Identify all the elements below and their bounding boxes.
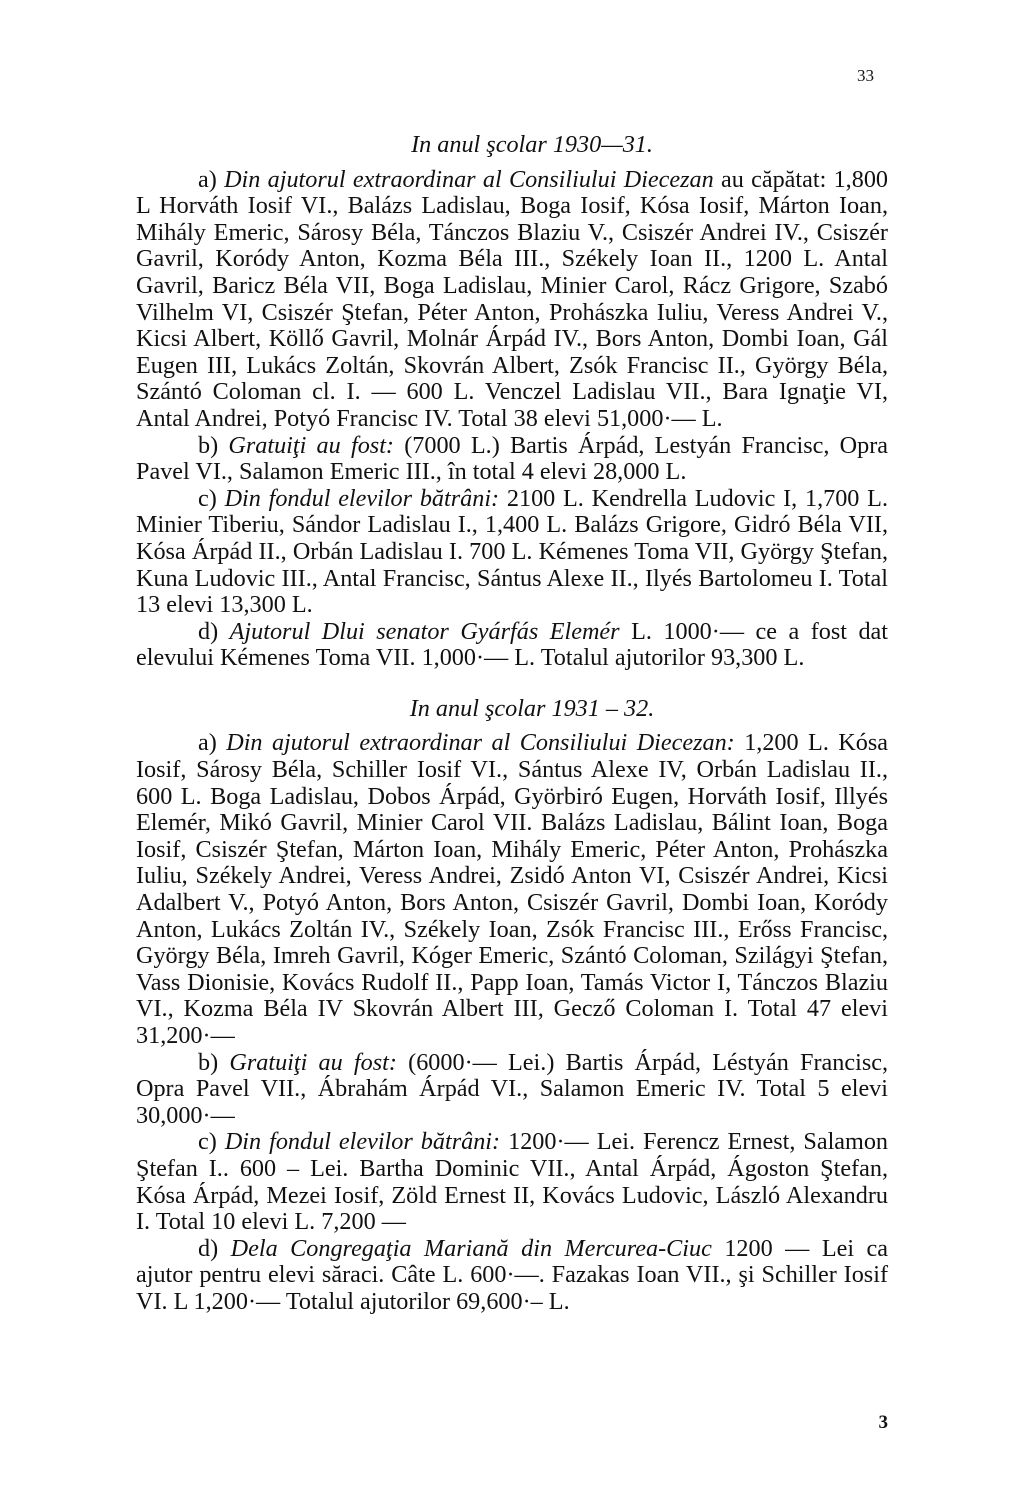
paragraph-text: 1200 — Lei ca ajutor pentru elevi săraci. Câte L. 600·—. Fazakas Ioan VII., şi Schiller Iosif VI. L 1,200·— Totalul ajutorilor 69,600·– L.	[136, 1234, 889, 1315]
fund-title: Din ajutorul extraordinar al Consiliului Diecezan	[224, 165, 714, 193]
item-marker: b)	[198, 1048, 219, 1076]
item-marker: c)	[198, 484, 217, 512]
item-marker: a)	[198, 729, 217, 757]
item-marker: a)	[198, 165, 217, 193]
section-heading-1930: In anul şcolar 1930—31.	[411, 131, 653, 158]
section-heading-1931: In anul şcolar 1931 – 32.	[409, 694, 655, 722]
paragraph-text: (7000 L.) Bartis Árpád, Lestyán Francisc, Opra Pavel VI., Salamon Emeric III., în total 4 elevi 28,000 L.	[136, 431, 889, 486]
signature-number: 3	[878, 1412, 888, 1433]
fund-title: Ajutorul Dlui senator Gyárfás Elemér	[229, 617, 620, 645]
paragraph-text: L. 1000·— ce a fost dat elevului Kémenes Toma VII. 1,000·— L. Totalul ajutorilor 93,300 L.	[136, 617, 889, 672]
fund-title: Dela Congregaţia Mariană din Mercurea-Ciuc	[230, 1234, 712, 1262]
item-marker: c)	[198, 1128, 217, 1156]
paragraph-text: (6000·— Lei.) Bartis Árpád, Léstyán Francisc, Opra Pavel VII., Ábrahám Árpád VI., Salamon Emeric IV. Total 5 elevi 30,000·—	[136, 1048, 889, 1129]
paragraph-1930-b	[136, 433, 888, 486]
item-marker: b)	[198, 431, 219, 459]
document-body	[136, 132, 888, 1316]
fund-title: Din fondul elevilor bătrâni:	[224, 484, 500, 512]
paragraph-text: au căpătat: 1,800 L Horváth Iosif VI., Balázs Ladislau, Boga Iosif, Kósa Iosif, Márton Ioan, Mihály Emeric, Sárosy Béla, Tánczos Blaziu V., Csiszér Andrei IV., Csiszér Gavril, Koródy Anton, Kozma Béla III., Székely Ioan II., 1200 L. Antal Gavril, Baricz Béla VII, Boga Ladislau, Minier Carol, Rácz Grigore, Szabó Vilhelm VI, Csiszér Ştefan, Péter Anton, Prohászka Iuliu, Veress Andrei V., Kicsi Albert, Köllő Gavril, Molnár Árpád IV., Bors Anton, Dombi Ioan, Gál Eugen III, Lukács Zoltán, Skovrán Albert, Zsók Francisc II., György Béla, Szántó Coloman cl. I. — 600 L. Venczel Ladislau VII., Bara Ignaţie VI, Antal Andrei, Potyó Francisc IV. Total 38 elevi 51,000·— L.	[136, 165, 889, 432]
paragraph-1931-a	[136, 730, 888, 1049]
paragraph-1931-c	[136, 1129, 888, 1235]
paragraph-1930-a	[136, 167, 888, 433]
paragraph-text: 1,200 L. Kósa Iosif, Sárosy Béla, Schiller Iosif VI., Sántus Alexe IV, Orbán Ladislau II., 600 L. Boga Ladislau, Dobos Árpád, Györbiró Eugen, Horváth Iosif, Illyés Elemér, Mikó Gavril, Minier Carol VII. Balázs Ladislau, Bálint Ioan, Boga Iosif, Csiszér Ştefan, Márton Ioan, Mihály Emeric, Péter Anton, Prohászka Iuliu, Székely Andrei, Veress Andrei, Zsidó Anton VI, Csiszér Andrei, Kicsi Adalbert V., Potyó Anton, Bors Anton, Csiszér Gavril, Dombi Ioan, Koródy Anton, Lukács Zoltán IV., Székely Ioan, Zsók Francisc III., Erőss Francisc, György Béla, Imreh Gavril, Kóger Emeric, Szántó Coloman, Szilágyi Ştefan, Vass Dionisie, Kovács Rudolf II., Papp Ioan, Tamás Victor I, Tánczos Blaziu VI., Kozma Béla IV Skovrán Albert III, Gecző Coloman I. Total 47 elevi 31,200·—	[136, 729, 889, 1049]
paragraph-1931-d	[136, 1236, 888, 1316]
page-number: 33	[857, 66, 874, 85]
item-marker: d)	[198, 617, 219, 645]
fund-title: Din fondul elevilor bătrâni:	[224, 1128, 501, 1156]
paragraph-1931-b	[136, 1050, 888, 1130]
paragraph-text: 1200·— Lei. Ferencz Ernest, Salamon Ştefan I.. 600 – Lei. Bartha Dominic VII., Antal Árpád, Ágoston Ştefan, Kósa Árpád, Mezei Iosif, Zöld Ernest II, Kovács Ludovic, László Alexandru I. Total 10 elevi L. 7,200 —	[136, 1128, 889, 1236]
paragraph-text: 2100 L. Kendrella Ludovic I, 1,700 L. Minier Tiberiu, Sándor Ladislau I., 1,400 L. Balázs Grigore, Gidró Béla VII, Kósa Árpád II., Orbán Ladislau I. 700 L. Kémenes Toma VII, György Ştefan, Kuna Ludovic III., Antal Francisc, Sántus Alexe II., Ilyés Bartolomeu I. Total 13 elevi 13,300 L.	[136, 484, 888, 619]
paragraph-1930-c	[136, 486, 888, 619]
paragraph-1930-d	[136, 619, 888, 672]
fund-title: Gratuiţi au fost:	[229, 1048, 397, 1076]
fund-title: Gratuiţi au fost:	[228, 431, 394, 459]
fund-title: Din ajutorul extraordinar al Consiliului Diecezan:	[226, 729, 735, 757]
item-marker: d)	[198, 1234, 219, 1262]
